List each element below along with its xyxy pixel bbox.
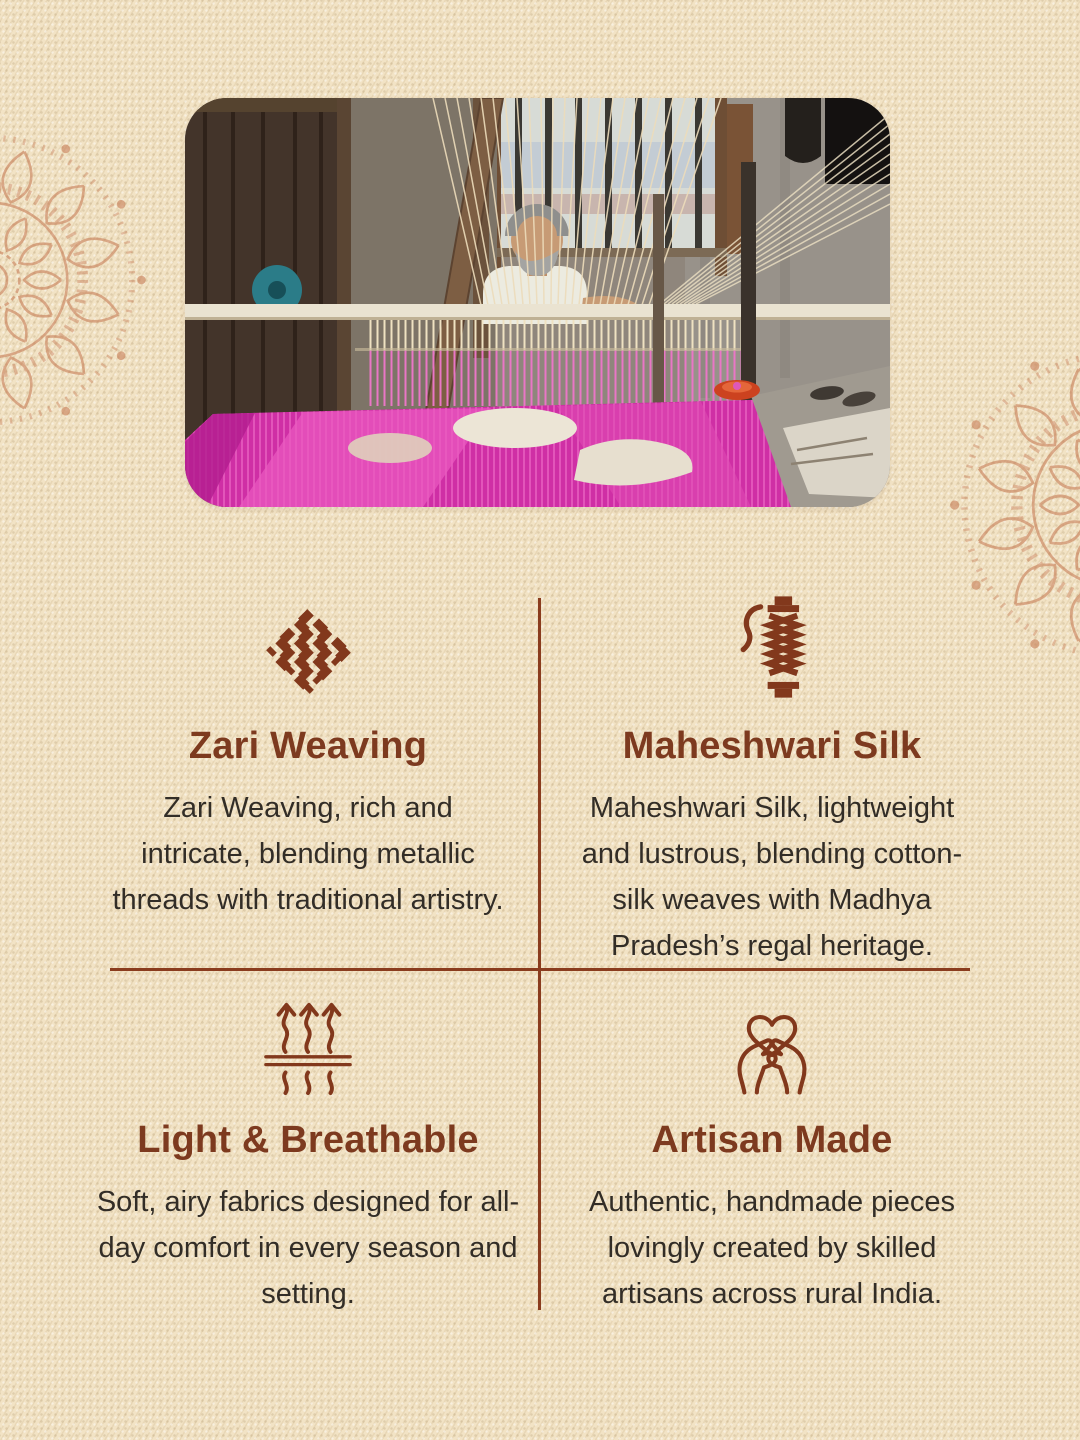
feature-description: Soft, airy fabrics designed for all-day comfort in every season and setting. (96, 1185, 520, 1310)
thread-spool-icon (724, 596, 820, 700)
feature-title: Light & Breathable (137, 1119, 479, 1161)
feature-description: Authentic, handmade pieces lovingly created by skilled artisans across rural India. (589, 1185, 955, 1310)
feature-title: Artisan Made (651, 1119, 893, 1161)
feature-artisan-made (540, 996, 1004, 1317)
weaver-loom-illustration (185, 98, 890, 507)
feature-maheshwari-silk (540, 596, 1004, 969)
hero-photo-weaver-loom (185, 98, 890, 507)
feature-row-top (76, 596, 1004, 969)
breathable-airflow-icon (254, 996, 362, 1096)
feature-description: Zari Weaving, rich and intricate, blending metallic threads with traditional artistry. (112, 791, 504, 916)
mandala-ornament-left (0, 110, 160, 450)
feature-description: Maheshwari Silk, lightweight and lustrous, blending cotton-silk weaves with Madhya Pradesh’s regal heritage. (581, 791, 963, 962)
feature-zari-weaving (76, 596, 540, 969)
feature-title: Zari Weaving (188, 725, 428, 767)
hands-holding-heart-icon (722, 996, 822, 1096)
weave-pattern-icon (260, 596, 357, 700)
feature-row-bottom (76, 996, 1004, 1317)
feature-light-breathable (76, 996, 540, 1317)
feature-title: Maheshwari Silk (622, 725, 922, 767)
